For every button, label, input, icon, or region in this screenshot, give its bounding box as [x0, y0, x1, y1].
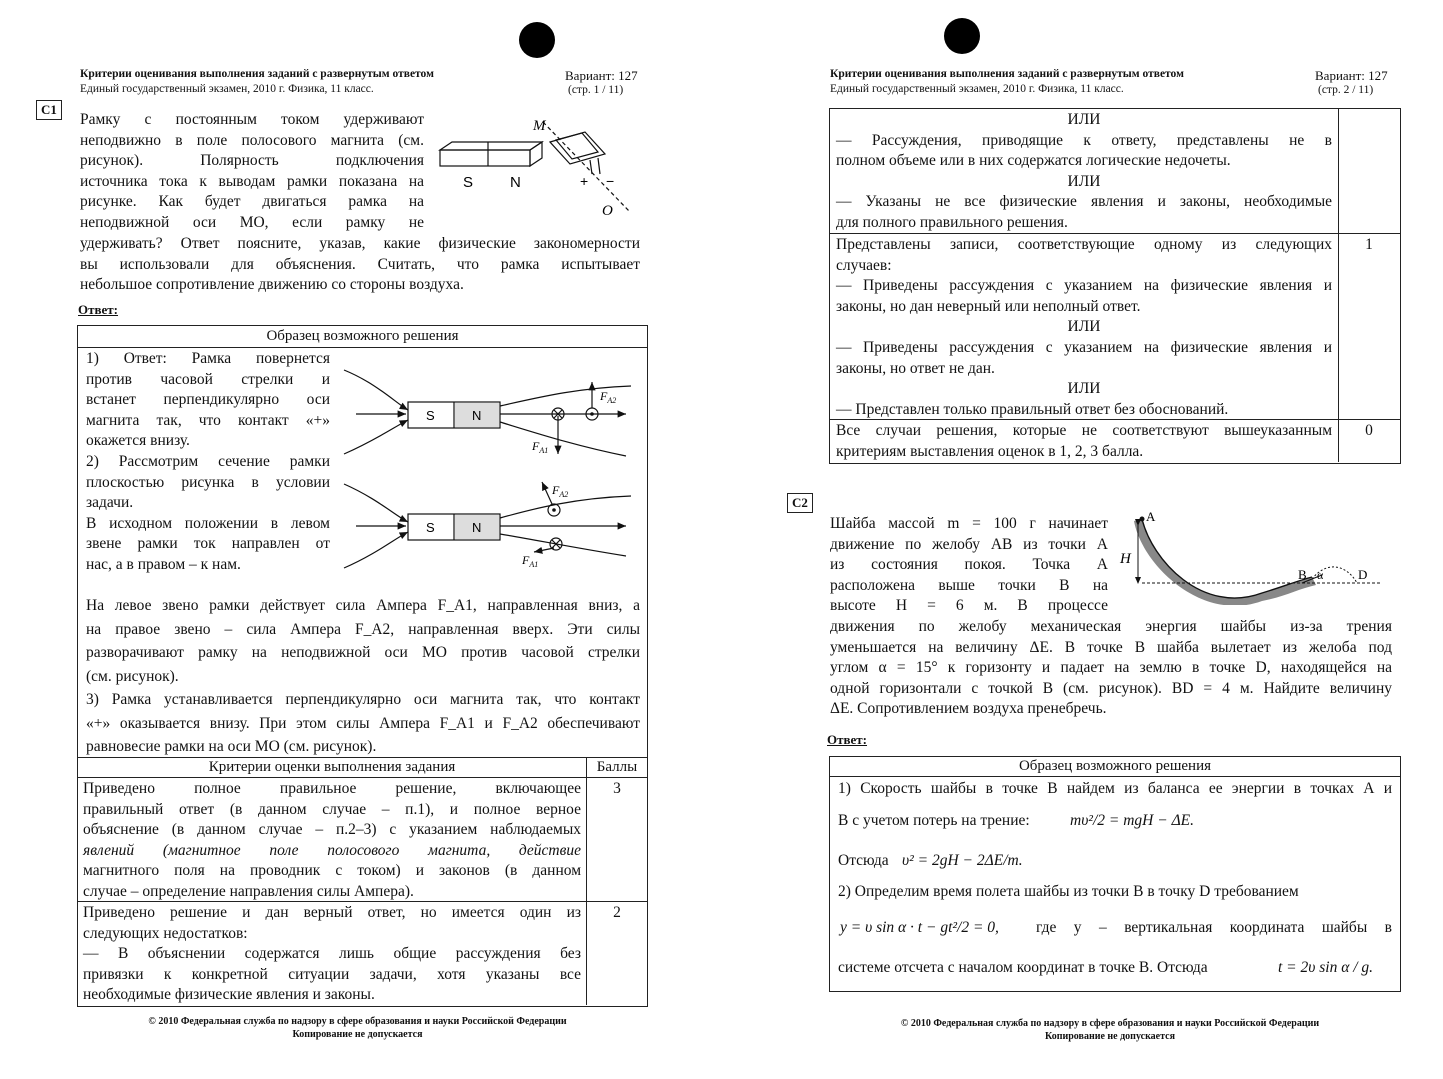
sol-line: магнита так, что контакт «+»	[86, 411, 330, 429]
c1-solution-text-b	[86, 594, 640, 759]
c2-line: ΔE. Сопротивлением воздуха пренебречь.	[830, 700, 1107, 718]
label-plus: +	[580, 173, 589, 189]
diag2-label-S: S	[426, 520, 435, 535]
punch-hole-right	[944, 18, 980, 54]
diag1-label-S: S	[426, 408, 435, 423]
label-S: S	[463, 174, 474, 191]
crit-line: правильный ответ (в данном случае – п.1), и полное верное	[83, 800, 581, 818]
crit-points-3: 3	[613, 780, 621, 797]
right-page-number: (стр. 2 / 11)	[1318, 84, 1374, 96]
crit-line: ИЛИ	[1067, 318, 1101, 336]
sol-line: задачи.	[86, 494, 134, 512]
c2-line: уменьшается на величину ΔE. В точке В шайба вылетает из желоба под	[830, 638, 1392, 656]
crit-line: случае – определение направления силы Ампера).	[83, 882, 414, 900]
crit-points-0: 0	[1365, 422, 1373, 439]
crit-line: Представлены записи, соответствующие одному из следующих	[836, 236, 1332, 253]
divider	[1338, 108, 1339, 462]
c2-line: высоте H = 6 м. В процессе	[830, 597, 1108, 615]
crit-row-1	[836, 235, 1332, 420]
crit-line: случаев:	[836, 256, 892, 274]
divider	[78, 347, 647, 348]
sol-line: (см. рисунок).	[86, 667, 179, 685]
label-FA2: $F_{A2}$	[600, 389, 617, 405]
label-H: H	[1120, 551, 1131, 567]
c2-sol-line-3: Отсюда	[838, 852, 889, 869]
crit-row-3	[83, 779, 581, 903]
sol-line: 2) Рассмотрим сечение рамки	[86, 452, 330, 470]
left-header-title: Критерии оценивания выполнения заданий с развернутым ответом	[80, 68, 434, 80]
crit-line: — Рассуждения, приводящие к ответу, представлены не в	[836, 131, 1332, 149]
crit-line: привязки к конкретной ситуации задачи, хотя указаны все	[83, 965, 581, 983]
sol-line: равновесие рамки на оси МО (см. рисунок).	[86, 738, 377, 755]
c2-formula-y: y = υ sin α · t − gt²/2 = 0,	[840, 919, 999, 936]
punch-hole-left	[519, 22, 555, 58]
sol-line: разворачивают рамку на неподвижной оси МО против часовой стрелки	[86, 644, 640, 661]
task-tag-c1: C1	[36, 100, 62, 120]
crit-line: законы, но дан неверный или неполный ответ.	[836, 297, 1141, 315]
c1-line: удерживать? Ответ поясните, указав, какие физические закономерности	[80, 235, 640, 252]
sol-line: В исходном положении в левом	[86, 514, 330, 532]
left-header-sub: Единый государственный экзамен, 2010 г. Физика, 11 класс.	[80, 83, 374, 95]
task-tag-c2: C2	[787, 493, 813, 513]
c2-trough-figure	[1112, 505, 1387, 605]
crit-line: для полного правильного решения.	[836, 213, 1068, 231]
sol-line: звене рамки ток направлен от	[86, 535, 330, 553]
crit-row-2-cont	[836, 110, 1332, 234]
sol-line: против часовой стрелки и	[86, 370, 330, 388]
c2-formula-t: t = 2υ sin α / g.	[1278, 959, 1374, 976]
c1-line: Рамку с постоянным током удерживают	[80, 111, 424, 128]
c2-sol-line-6: системе отсчета с началом координат в точке В. Отсюда	[838, 959, 1208, 976]
c1-line: вы использовали для объяснения. Считать, что рамка испытывает	[80, 255, 640, 273]
crit-line: Все случаи решения, которые не соответствуют вышеуказанным	[836, 422, 1332, 439]
sol-line: встанет перпендикулярно оси	[86, 391, 330, 409]
divider	[78, 777, 647, 778]
c1-task-text-wide	[80, 234, 640, 296]
right-variant: Вариант: 127	[1315, 68, 1388, 83]
sol-line: нас, а в правом – к нам.	[86, 555, 241, 573]
divider	[78, 757, 647, 758]
c2-line: одной горизонтали с точкой В (см. рисунок). BD = 4 м. Найдите величину	[830, 679, 1392, 697]
crit-row-2	[83, 903, 581, 1006]
right-header-title: Критерии оценивания выполнения заданий с развернутым ответом	[830, 68, 1184, 80]
c2-answer-label: Ответ:	[827, 732, 868, 747]
c1-solution-title: Образец возможного решения	[266, 328, 459, 344]
c2-line: углом α = 15° к горизонту и падает на землю в точке D, находящейся на	[830, 659, 1392, 677]
points-header: Баллы	[596, 759, 638, 775]
divider	[830, 776, 1400, 777]
label-D: D	[1358, 567, 1368, 582]
sol-line: На левое звено рамки действует сила Ампера F_A1, направленная вниз, а	[86, 597, 640, 614]
diag2-label-N: N	[472, 520, 482, 535]
c1-task-text-narrow	[80, 110, 424, 234]
c2-task-text-narrow	[830, 514, 1108, 617]
label-FA2-b: $F_{A2}$	[552, 483, 569, 499]
c2-sol-line-4: 2) Определим время полета шайбы из точки В в точку D требованием	[838, 883, 1299, 900]
diag1-label-N: N	[472, 408, 482, 423]
c2-line: расположена выше точки В на	[830, 576, 1108, 594]
crit-line: ИЛИ	[1067, 380, 1101, 398]
sol-line: 3) Рамка устанавливается перпендикулярно оси магнита так, что контакт	[86, 691, 640, 708]
right-header-sub: Единый государственный экзамен, 2010 г. Физика, 11 класс.	[830, 83, 1124, 95]
c1-line: рисунке. Как будет двигаться рамка на	[80, 193, 424, 211]
c1-magnet-figure	[430, 112, 645, 224]
label-M: M	[533, 118, 546, 134]
label-N: N	[510, 174, 521, 191]
c1-line: рисунок). Полярность подключения	[80, 152, 424, 170]
crit-row-0	[836, 421, 1332, 462]
c1-line: небольшое сопротивление движению со стороны воздуха.	[80, 276, 464, 294]
crit-line: магнитного поля на проводник с током) и законов (в данном	[83, 862, 581, 880]
c2-sol-line-1: 1) Скорость шайбы в точке В найдем из баланса ее энергии в точках А и	[838, 780, 1392, 797]
c2-line: из состояния покоя. Точка А	[830, 556, 1108, 574]
sol-line: окажется внизу.	[86, 432, 190, 450]
left-page-number: (стр. 1 / 11)	[568, 84, 624, 96]
left-footer-copy: Копирование не допускается	[292, 1029, 423, 1040]
label-minus: −	[606, 173, 615, 189]
criteria-header: Критерии оценки выполнения задания	[208, 759, 456, 775]
sol-line: 1) Ответ: Рамка повернется	[86, 350, 330, 367]
c2-formula-velocity: υ² = 2gH − 2ΔE/m.	[902, 852, 1023, 869]
crit-line: объяснение (в данном случае – п.2–3) с указанием наблюдаемых	[83, 821, 581, 839]
crit-line: полном объеме или в них содержатся логические недочеты.	[836, 152, 1231, 170]
c2-line: движение по желобу АВ из точки А	[830, 535, 1108, 553]
c1-answer-label: Ответ:	[78, 302, 119, 317]
crit-points-2: 2	[613, 904, 621, 921]
crit-line: следующих недостатков:	[83, 924, 248, 942]
label-alpha: α	[1317, 568, 1324, 582]
left-variant: Вариант: 127	[565, 68, 638, 83]
c1-line: неподвижно в поле полосового магнита (см.	[80, 131, 424, 149]
crit-line: Приведено полное правильное решение, включающее	[83, 780, 581, 797]
label-O: O	[602, 203, 613, 219]
right-footer-copyright: © 2010 Федеральная служба по надзору в сфере образования и науки Российской Федерации	[900, 1018, 1320, 1029]
label-FA1-b: $F_{A1}$	[522, 553, 539, 569]
crit-line: — В объяснении содержатся лишь общие рассуждения без	[83, 945, 581, 963]
crit-line: — Представлен только правильный ответ без обоснований.	[836, 400, 1229, 418]
c1-line: источника тока к выводам рамки показана на	[80, 172, 424, 190]
c2-formula-energy: mυ²/2 = mgH − ΔE.	[1070, 812, 1195, 829]
crit-line: — Указаны не все физические явления и законы, необходимые	[836, 193, 1332, 211]
label-FA1: $F_{A1}$	[532, 439, 549, 455]
crit-line: Приведено решение и дан верный ответ, но имеется один из	[83, 904, 581, 921]
c1-field-diagrams	[336, 358, 642, 578]
crit-line: ИЛИ	[1067, 172, 1101, 190]
label-A: A	[1146, 509, 1156, 524]
right-footer-copy: Копирование не допускается	[1044, 1031, 1176, 1042]
c1-solution-text-a	[86, 349, 330, 576]
label-B: B	[1298, 567, 1307, 582]
c1-line: неподвижной оси МО, если рамку не	[80, 213, 424, 231]
c2-task-text-wide	[830, 617, 1392, 720]
sol-line: «+» оказывается внизу. При этом силы Ампера F_A1 и F_A2 обеспечивают	[86, 714, 640, 732]
crit-line: законы, но ответ не дан.	[836, 359, 995, 377]
crit-line: — Приведены рассуждения с указанием на физические явления и	[836, 277, 1332, 295]
c2-sol-line-2: В с учетом потерь на трение:	[838, 812, 1030, 829]
crit-line: критериям выставления оценок в 1, 2, 3 балла.	[836, 442, 1144, 460]
c2-line: Шайба массой m = 100 г начинает	[830, 515, 1108, 532]
crit-line: явлений (магнитное поле полосового магнита, действие	[83, 841, 581, 859]
crit-line: ИЛИ	[1067, 111, 1101, 128]
c2-line: движения по желобу механическая энергия шайбы из-за трения	[830, 618, 1392, 635]
crit-line: необходимые физические явления и законы.	[83, 986, 375, 1004]
crit-points-1: 1	[1365, 236, 1373, 253]
crit-line: — Приведены рассуждения с указанием на физические явления и	[836, 338, 1332, 356]
c2-solution-title: Образец возможного решения	[1018, 758, 1212, 774]
left-footer-copyright: © 2010 Федеральная служба по надзору в сфере образования и науки Российской Федерации	[148, 1016, 567, 1027]
sol-line: на правое звено – сила Ампера F_A2, направленная вверх. Эти силы	[86, 620, 640, 638]
sol-line: плоскостью рисунка в условии	[86, 473, 330, 491]
c2-sol-line-5: где y – вертикальная координата шайбы в	[1036, 919, 1392, 936]
